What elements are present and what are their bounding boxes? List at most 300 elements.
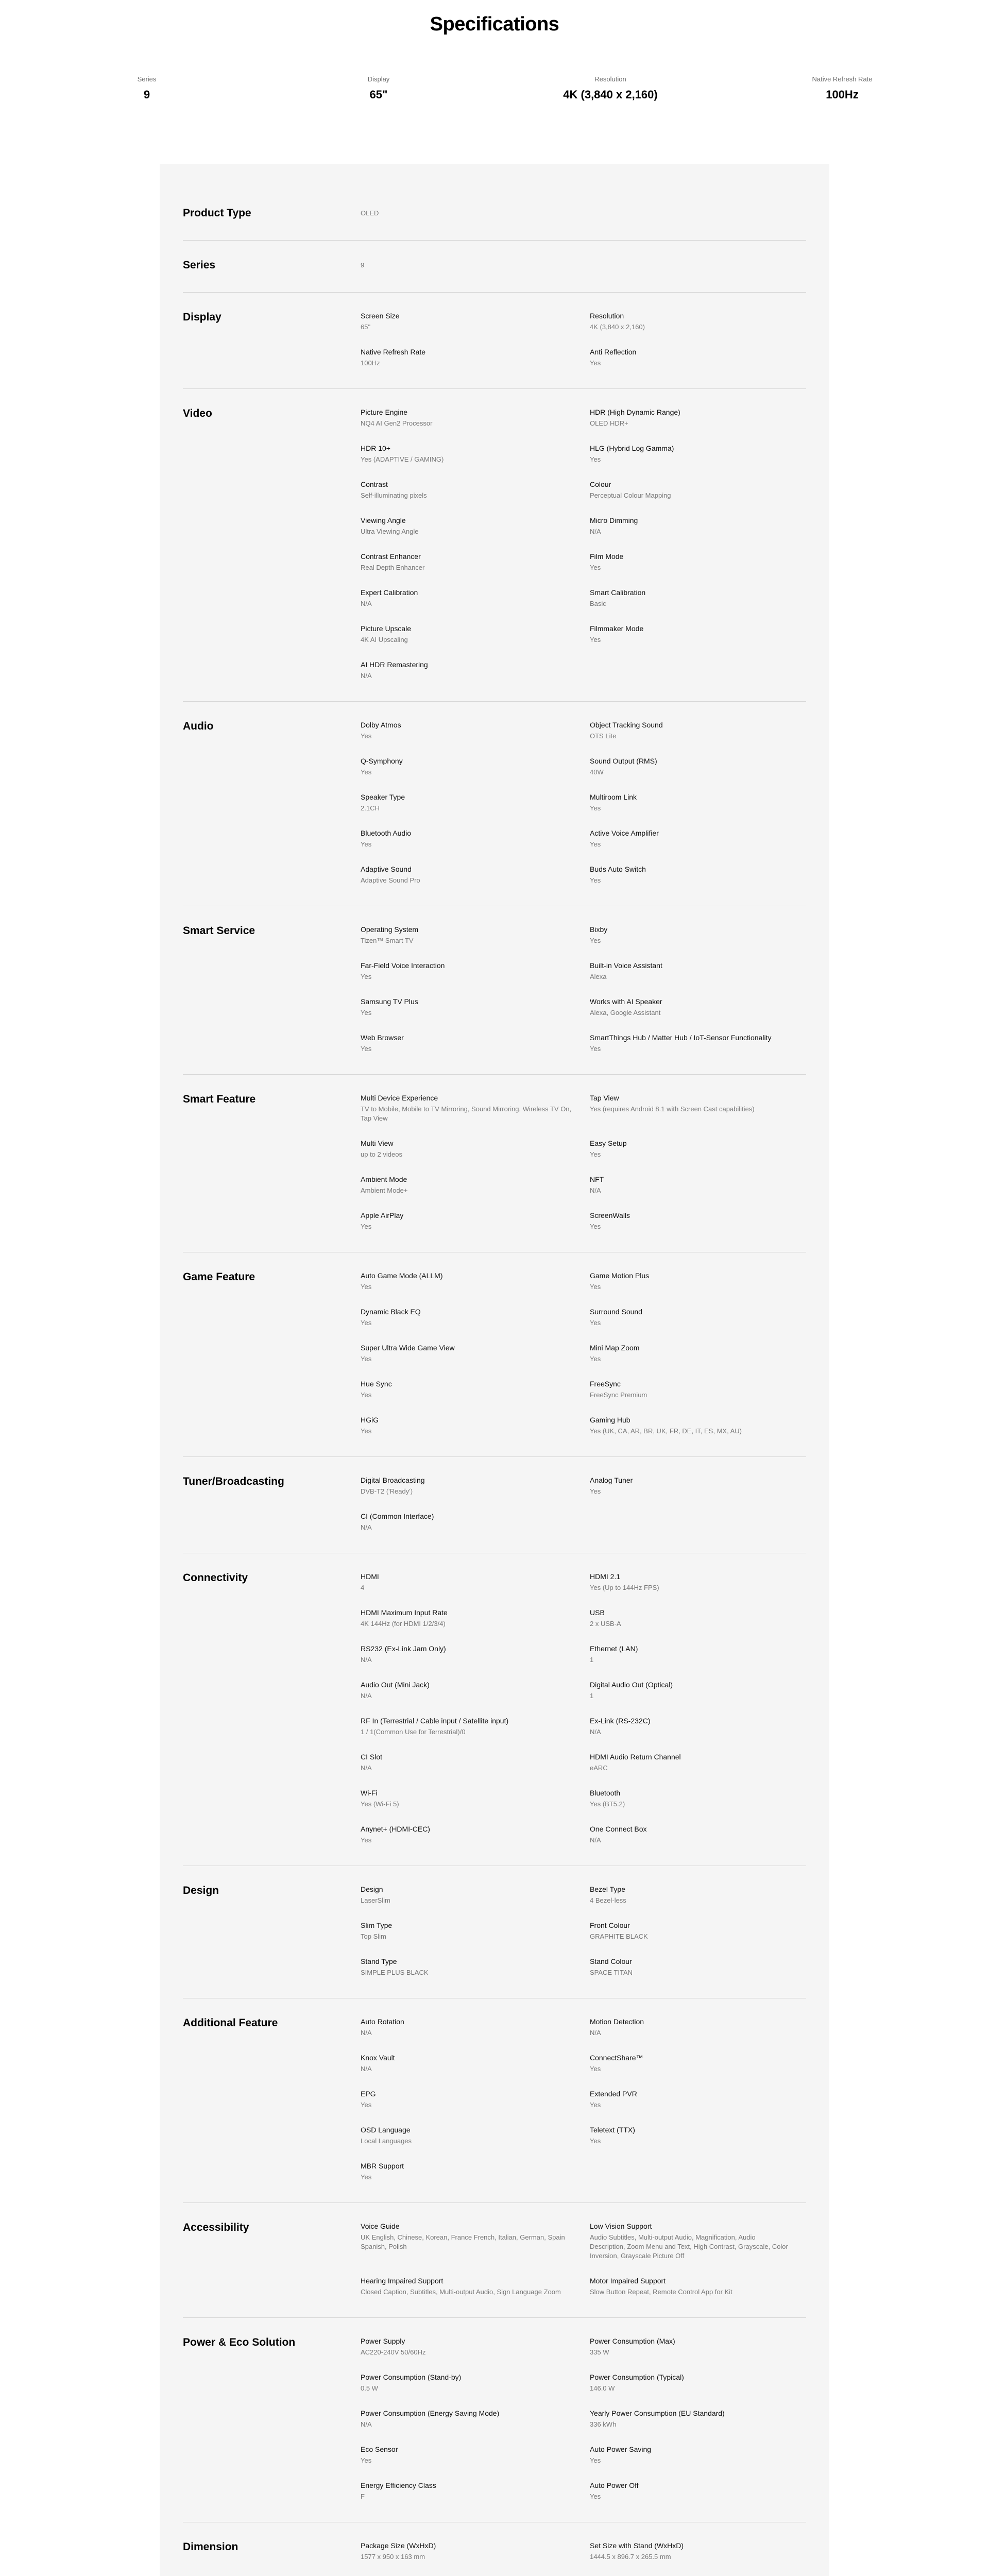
spec-item bbox=[590, 1608, 806, 1629]
spec-item bbox=[590, 2053, 806, 2074]
spec-label: Speaker Type bbox=[361, 793, 405, 801]
spec-value: 4K (3,840 x 2,160) bbox=[590, 323, 645, 331]
highlight-native-refresh-rate bbox=[726, 75, 958, 164]
spec-value: AC220-240V 50/60Hz bbox=[361, 2348, 426, 2356]
spec-value: N/A bbox=[361, 1523, 372, 1531]
spec-item bbox=[590, 1644, 806, 1665]
spec-label: Active Voice Amplifier bbox=[590, 829, 659, 837]
spec-item bbox=[361, 1885, 590, 1905]
spec-label: Anynet+ (HDMI-CEC) bbox=[361, 1825, 430, 1833]
spec-label: Yearly Power Consumption (EU Standard) bbox=[590, 2409, 725, 2417]
spec-value: NQ4 AI Gen2 Processor bbox=[361, 419, 433, 427]
spec-item bbox=[361, 2372, 590, 2393]
spec-value: Ambient Mode+ bbox=[361, 1187, 408, 1194]
spec-value: Yes bbox=[590, 2456, 601, 2464]
spec-value: eARC bbox=[590, 1764, 608, 1772]
section-game-feature bbox=[183, 1252, 806, 1457]
spec-value: N/A bbox=[361, 672, 372, 680]
spec-label: Eco Sensor bbox=[361, 2445, 398, 2453]
spec-item bbox=[590, 2541, 806, 2562]
spec-label: Ex-Link (RS-232C) bbox=[590, 1717, 651, 1725]
spec-items bbox=[361, 253, 806, 272]
section-display bbox=[183, 293, 806, 389]
spec-value: Top Slim bbox=[361, 1933, 386, 1940]
spec-items bbox=[361, 305, 806, 368]
spec-label: Expert Calibration bbox=[361, 588, 418, 597]
spec-item bbox=[361, 1379, 590, 1400]
spec-label: Ethernet (LAN) bbox=[590, 1645, 638, 1653]
spec-label: Motion Detection bbox=[590, 2018, 644, 2026]
spec-label: Easy Setup bbox=[590, 1139, 627, 1147]
spec-items bbox=[361, 1265, 806, 1436]
spec-label: Wi-Fi bbox=[361, 1789, 378, 1797]
spec-value: N/A bbox=[361, 600, 372, 607]
spec-label: FreeSync bbox=[590, 1380, 621, 1388]
spec-value: SIMPLE PLUS BLACK bbox=[361, 1969, 429, 1976]
highlight-resolution bbox=[494, 75, 726, 164]
spec-item bbox=[590, 1139, 806, 1159]
section-video bbox=[183, 389, 806, 702]
section-additional-feature bbox=[183, 1998, 806, 2203]
spec-value: Yes bbox=[361, 840, 372, 848]
spec-item bbox=[590, 2125, 806, 2146]
spec-label: Anti Reflection bbox=[590, 348, 637, 356]
spec-value: 0.5 W bbox=[361, 2384, 378, 2392]
section-design bbox=[183, 1866, 806, 1998]
spec-value: N/A bbox=[361, 1764, 372, 1772]
spec-label: Digital Audio Out (Optical) bbox=[590, 1681, 673, 1689]
spec-items bbox=[361, 2011, 806, 2182]
spec-value: Yes bbox=[590, 2137, 601, 2145]
spec-item bbox=[590, 408, 806, 428]
spec-items bbox=[361, 1566, 806, 1845]
spec-label: Knox Vault bbox=[361, 2054, 395, 2062]
spec-value: Yes bbox=[361, 1319, 372, 1327]
spec-value: 1 bbox=[590, 1656, 594, 1664]
section-accessibility bbox=[183, 2203, 806, 2318]
spec-value: Basic bbox=[590, 600, 606, 607]
section-title: Smart Feature bbox=[183, 1093, 256, 1105]
spec-item bbox=[361, 480, 590, 500]
spec-item bbox=[590, 1093, 806, 1123]
spec-value: Yes bbox=[361, 1391, 372, 1399]
spec-label: SmartThings Hub / Matter Hub / IoT-Sensor Functionality bbox=[590, 1033, 772, 1042]
spec-value: Yes bbox=[361, 2173, 372, 2181]
spec-label: Auto Rotation bbox=[361, 2018, 404, 2026]
spec-item bbox=[361, 2541, 590, 2562]
spec-value: Yes bbox=[361, 732, 372, 740]
spec-label: Works with AI Speaker bbox=[590, 997, 662, 1006]
spec-value: Yes bbox=[590, 1355, 601, 1363]
spec-item bbox=[361, 2125, 590, 2146]
spec-label: HDMI Audio Return Channel bbox=[590, 1753, 681, 1761]
spec-label: Design bbox=[361, 1885, 383, 1893]
spec-value: 1577 x 950 x 163 mm bbox=[361, 2553, 425, 2561]
spec-label: Operating System bbox=[361, 925, 419, 934]
spec-item bbox=[590, 997, 806, 1018]
spec-label: Voice Guide bbox=[361, 2222, 400, 2230]
spec-value: Local Languages bbox=[361, 2137, 412, 2145]
spec-label: Bluetooth bbox=[590, 1789, 621, 1797]
spec-label: Mini Map Zoom bbox=[590, 1344, 640, 1352]
spec-label: Stand Colour bbox=[590, 1957, 632, 1965]
spec-item bbox=[361, 1788, 590, 1809]
spec-item bbox=[361, 1512, 590, 1532]
spec-items bbox=[361, 2330, 806, 2501]
spec-label: Screen Size bbox=[361, 312, 400, 320]
spec-label: Energy Efficiency Class bbox=[361, 2481, 436, 2489]
spec-value: Alexa bbox=[590, 973, 607, 980]
spec-item bbox=[361, 311, 590, 332]
section-series bbox=[183, 241, 806, 293]
spec-item bbox=[361, 2017, 590, 2038]
spec-label: Surround Sound bbox=[590, 1308, 642, 1316]
section-title: Audio bbox=[183, 720, 214, 732]
spec-value: Self-illuminating pixels bbox=[361, 492, 427, 499]
spec-label: MBR Support bbox=[361, 2162, 404, 2170]
spec-items bbox=[361, 2215, 806, 2297]
spec-value: Ultra Viewing Angle bbox=[361, 528, 419, 535]
spec-label: Audio Out (Mini Jack) bbox=[361, 1681, 430, 1689]
spec-item bbox=[361, 1139, 590, 1159]
spec-label: Power Consumption (Typical) bbox=[590, 2373, 684, 2381]
spec-label: Web Browser bbox=[361, 1033, 404, 1042]
spec-label: HDMI Maximum Input Rate bbox=[361, 1608, 448, 1617]
spec-value: Adaptive Sound Pro bbox=[361, 876, 420, 884]
spec-item bbox=[361, 1644, 590, 1665]
spec-value: Yes bbox=[590, 1283, 601, 1291]
spec-item bbox=[590, 2017, 806, 2038]
spec-label: Stand Type bbox=[361, 1957, 397, 1965]
spec-value: 1444.5 x 896.7 x 265.5 mm bbox=[590, 2553, 671, 2561]
spec-value: TV to Mobile, Mobile to TV Mirroring, Sound Mirroring, Wireless TV On, Tap View bbox=[361, 1105, 572, 1122]
spec-item bbox=[590, 1476, 806, 1496]
spec-value: N/A bbox=[590, 1836, 601, 1844]
spec-item bbox=[361, 347, 590, 368]
spec-items bbox=[361, 2535, 806, 2576]
spec-label: Package Size (WxHxD) bbox=[361, 2541, 436, 2550]
spec-value: 4 bbox=[361, 1584, 365, 1591]
spec-label: Picture Upscale bbox=[361, 624, 412, 633]
spec-label: RS232 (Ex-Link Jam Only) bbox=[361, 1645, 446, 1653]
spec-value: Yes bbox=[361, 1283, 372, 1291]
spec-value: 9 bbox=[361, 261, 365, 269]
spec-items bbox=[361, 401, 806, 681]
spec-label: Film Mode bbox=[590, 552, 624, 561]
spec-item bbox=[590, 2372, 806, 2393]
spec-value: N/A bbox=[361, 1656, 372, 1664]
spec-value: 335 W bbox=[590, 2348, 609, 2356]
spec-value: N/A bbox=[590, 2029, 601, 2037]
spec-value: SPACE TITAN bbox=[590, 1969, 633, 1976]
section-title: Display bbox=[183, 311, 221, 323]
spec-value: 2 x USB-A bbox=[590, 1620, 621, 1628]
section-tuner-broadcasting bbox=[183, 1457, 806, 1553]
highlight-label: Series bbox=[137, 75, 157, 83]
spec-value: N/A bbox=[361, 2065, 372, 2073]
spec-value: Tizen™ Smart TV bbox=[361, 937, 414, 944]
spec-item bbox=[361, 1476, 590, 1496]
spec-item bbox=[590, 1788, 806, 1809]
spec-items bbox=[361, 1087, 806, 1231]
spec-item bbox=[361, 1033, 590, 1054]
spec-item bbox=[590, 2336, 806, 2357]
spec-item bbox=[361, 961, 590, 981]
spec-value: Yes bbox=[590, 2101, 601, 2109]
spec-item bbox=[590, 1343, 806, 1364]
spec-label: Ambient Mode bbox=[361, 1175, 407, 1183]
spec-item bbox=[361, 624, 590, 645]
spec-label: Auto Power Off bbox=[590, 2481, 639, 2489]
spec-label: Dolby Atmos bbox=[361, 721, 401, 729]
spec-item bbox=[361, 720, 590, 741]
spec-label: HGiG bbox=[361, 1416, 379, 1424]
spec-label: Adaptive Sound bbox=[361, 865, 412, 873]
spec-item bbox=[590, 624, 806, 645]
spec-label: Q-Symphony bbox=[361, 757, 403, 765]
spec-value: Yes bbox=[361, 973, 372, 980]
spec-item bbox=[361, 588, 590, 608]
spec-label: One Connect Box bbox=[590, 1825, 647, 1833]
spec-value: up to 2 videos bbox=[361, 1150, 402, 1158]
spec-item bbox=[361, 2409, 590, 2429]
spec-value: Alexa, Google Assistant bbox=[590, 1009, 661, 1016]
spec-item bbox=[361, 660, 590, 681]
spec-value: 146.0 W bbox=[590, 2384, 615, 2392]
spec-label: Bixby bbox=[590, 925, 608, 934]
spec-item bbox=[361, 925, 590, 945]
spec-label: Power Supply bbox=[361, 2337, 405, 2345]
spec-label: Low Vision Support bbox=[590, 2222, 652, 2230]
spec-item bbox=[590, 720, 806, 741]
highlight-label: Resolution bbox=[594, 75, 626, 83]
spec-label: Samsung TV Plus bbox=[361, 997, 418, 1006]
spec-label: Sound Output (RMS) bbox=[590, 757, 657, 765]
spec-item bbox=[361, 756, 590, 777]
spec-label: Contrast bbox=[361, 480, 388, 488]
spec-value: Yes bbox=[590, 840, 601, 848]
spec-value: N/A bbox=[361, 2420, 372, 2428]
highlight-label: Display bbox=[367, 75, 390, 83]
spec-item bbox=[361, 259, 590, 272]
spec-item bbox=[590, 2445, 806, 2465]
spec-value: OLED HDR+ bbox=[590, 419, 628, 427]
highlight-value: 65" bbox=[369, 88, 388, 101]
highlight-series bbox=[31, 75, 263, 164]
section-title: Tuner/Broadcasting bbox=[183, 1476, 284, 1487]
spec-label: Extended PVR bbox=[590, 2090, 637, 2098]
spec-value: N/A bbox=[361, 2029, 372, 2037]
spec-value: Yes bbox=[590, 359, 601, 367]
spec-label: Front Colour bbox=[590, 1921, 630, 1929]
spec-item bbox=[590, 828, 806, 849]
spec-value: Yes bbox=[590, 1223, 601, 1230]
spec-label: Multi Device Experience bbox=[361, 1094, 438, 1102]
spec-label: Digital Broadcasting bbox=[361, 1476, 425, 1484]
spec-label: AI HDR Remastering bbox=[361, 660, 428, 669]
spec-label: NFT bbox=[590, 1175, 604, 1183]
spec-value: Yes bbox=[590, 1045, 601, 1053]
spec-item bbox=[590, 588, 806, 608]
spec-label: Smart Calibration bbox=[590, 588, 646, 597]
spec-label: Motor Impaired Support bbox=[590, 2277, 666, 2285]
spec-label: Colour bbox=[590, 480, 611, 488]
spec-item bbox=[361, 2445, 590, 2465]
spec-value: 1 / 1(Common Use for Terrestrial)/0 bbox=[361, 1728, 466, 1736]
spec-label: Far-Field Voice Interaction bbox=[361, 961, 445, 970]
spec-item bbox=[361, 1343, 590, 1364]
spec-value: 4K 144Hz (for HDMI 1/2/3/4) bbox=[361, 1620, 446, 1628]
spec-label: Built-in Voice Assistant bbox=[590, 961, 662, 970]
spec-value: Yes (Up to 144Hz FPS) bbox=[590, 1584, 659, 1591]
spec-label: Apple AirPlay bbox=[361, 1211, 404, 1219]
spec-item bbox=[590, 1716, 806, 1737]
spec-item bbox=[361, 1093, 590, 1123]
spec-label: OSD Language bbox=[361, 2126, 411, 2134]
spec-item bbox=[361, 444, 590, 464]
spec-label: USB bbox=[590, 1608, 605, 1617]
spec-item bbox=[361, 828, 590, 849]
spec-item bbox=[361, 1211, 590, 1231]
spec-item bbox=[590, 1957, 806, 1977]
spec-item bbox=[361, 516, 590, 536]
spec-item bbox=[590, 961, 806, 981]
spec-value: N/A bbox=[361, 1692, 372, 1700]
spec-item bbox=[361, 2089, 590, 2110]
spec-value: Yes bbox=[590, 937, 601, 944]
spec-value: Yes bbox=[590, 876, 601, 884]
spec-item bbox=[361, 2481, 590, 2501]
highlight-value: 4K (3,840 x 2,160) bbox=[563, 88, 658, 101]
spec-value: Yes bbox=[361, 2456, 372, 2464]
spec-value: OLED bbox=[361, 209, 379, 217]
spec-item bbox=[361, 2276, 590, 2297]
spec-value: N/A bbox=[590, 528, 601, 535]
spec-value: 40W bbox=[590, 768, 604, 776]
spec-value: Closed Caption, Subtitles, Multi-output Audio, Sign Language Zoom bbox=[361, 2288, 561, 2296]
spec-label: Set Size with Stand (WxHxD) bbox=[590, 2541, 684, 2550]
spec-item bbox=[361, 1921, 590, 1941]
section-title: Power & Eco Solution bbox=[183, 2336, 296, 2348]
spec-value: 2.1CH bbox=[361, 804, 380, 812]
spec-item bbox=[361, 207, 590, 219]
spec-label: Dynamic Black EQ bbox=[361, 1308, 421, 1316]
section-smart-feature bbox=[183, 1075, 806, 1252]
spec-label: Native Refresh Rate bbox=[361, 348, 426, 356]
spec-label: Buds Auto Switch bbox=[590, 865, 646, 873]
spec-value: Yes bbox=[590, 455, 601, 463]
section-title: Product Type bbox=[183, 207, 251, 219]
spec-item bbox=[590, 792, 806, 813]
spec-value: Yes bbox=[590, 1150, 601, 1158]
section-title: Game Feature bbox=[183, 1271, 255, 1283]
spec-table bbox=[160, 164, 829, 2576]
spec-label: EPG bbox=[361, 2090, 376, 2098]
spec-value: Yes bbox=[361, 1223, 372, 1230]
highlight-label: Native Refresh Rate bbox=[812, 75, 873, 83]
spec-label: HDR (High Dynamic Range) bbox=[590, 408, 680, 416]
highlight-display bbox=[263, 75, 494, 164]
spec-value: Yes bbox=[590, 804, 601, 812]
spec-item bbox=[590, 865, 806, 885]
highlight-value: 9 bbox=[143, 88, 150, 101]
spec-item bbox=[590, 925, 806, 945]
section-audio bbox=[183, 702, 806, 906]
spec-item bbox=[361, 997, 590, 1018]
spec-items bbox=[361, 1878, 806, 1977]
spec-item bbox=[590, 444, 806, 464]
spec-label: Super Ultra Wide Game View bbox=[361, 1344, 455, 1352]
spec-items bbox=[361, 1469, 806, 1532]
spec-item bbox=[361, 552, 590, 572]
spec-item bbox=[590, 2276, 806, 2297]
section-product-type bbox=[183, 189, 806, 241]
spec-label: HDMI 2.1 bbox=[590, 1572, 621, 1581]
spec-item bbox=[590, 756, 806, 777]
spec-label: Bluetooth Audio bbox=[361, 829, 412, 837]
spec-item bbox=[590, 516, 806, 536]
spec-label: Viewing Angle bbox=[361, 516, 406, 524]
spec-label: Hue Sync bbox=[361, 1380, 392, 1388]
spec-item bbox=[361, 1716, 590, 1737]
spec-label: Game Motion Plus bbox=[590, 1272, 650, 1280]
spec-label: Auto Power Saving bbox=[590, 2445, 652, 2453]
spec-value: Yes bbox=[361, 2101, 372, 2109]
section-title: Design bbox=[183, 1885, 219, 1896]
spec-value: 65" bbox=[361, 323, 371, 331]
spec-value: N/A bbox=[590, 1187, 601, 1194]
spec-value: Slow Button Repeat, Remote Control App for Kit bbox=[590, 2288, 732, 2296]
section-title: Dimension bbox=[183, 2541, 238, 2553]
spec-value: FreeSync Premium bbox=[590, 1391, 647, 1399]
spec-item bbox=[590, 1885, 806, 1905]
spec-value: OTS Lite bbox=[590, 732, 617, 740]
spec-label: Gaming Hub bbox=[590, 1416, 630, 1424]
spec-value: Yes bbox=[590, 1487, 601, 1495]
spec-label: Teletext (TTX) bbox=[590, 2126, 635, 2134]
spec-value: Yes bbox=[361, 1836, 372, 1844]
spec-item bbox=[590, 1680, 806, 1701]
spec-item bbox=[590, 1033, 806, 1054]
spec-value: Perceptual Colour Mapping bbox=[590, 492, 671, 499]
spec-value: Yes bbox=[590, 564, 601, 571]
spec-value: DVB-T2 ('Ready') bbox=[361, 1487, 413, 1495]
spec-label: HLG (Hybrid Log Gamma) bbox=[590, 444, 674, 452]
spec-value: F bbox=[361, 2493, 365, 2500]
spec-value: 336 kWh bbox=[590, 2420, 617, 2428]
spec-label: Picture Engine bbox=[361, 408, 408, 416]
spec-label: Bezel Type bbox=[590, 1885, 626, 1893]
spec-items bbox=[361, 919, 806, 1054]
spec-value: Yes bbox=[590, 2065, 601, 2073]
spec-value: Yes (Wi-Fi 5) bbox=[361, 1800, 399, 1808]
spec-item bbox=[361, 408, 590, 428]
spec-label: ConnectShare™ bbox=[590, 2054, 643, 2062]
spec-item bbox=[361, 1608, 590, 1629]
spec-label: Power Consumption (Stand-by) bbox=[361, 2373, 462, 2381]
spec-value: Yes bbox=[361, 1009, 372, 1016]
spec-item bbox=[590, 1307, 806, 1328]
spec-value: Yes (requires Android 8.1 with Screen Cast capabilities) bbox=[590, 1105, 755, 1113]
spec-item bbox=[590, 2222, 806, 2261]
spec-item bbox=[361, 1175, 590, 1195]
section-title: Connectivity bbox=[183, 1572, 248, 1584]
spec-item bbox=[590, 2481, 806, 2501]
spec-value: Yes bbox=[361, 1045, 372, 1053]
spec-item bbox=[590, 1175, 806, 1195]
spec-item bbox=[590, 1752, 806, 1773]
spec-item bbox=[590, 1824, 806, 1845]
